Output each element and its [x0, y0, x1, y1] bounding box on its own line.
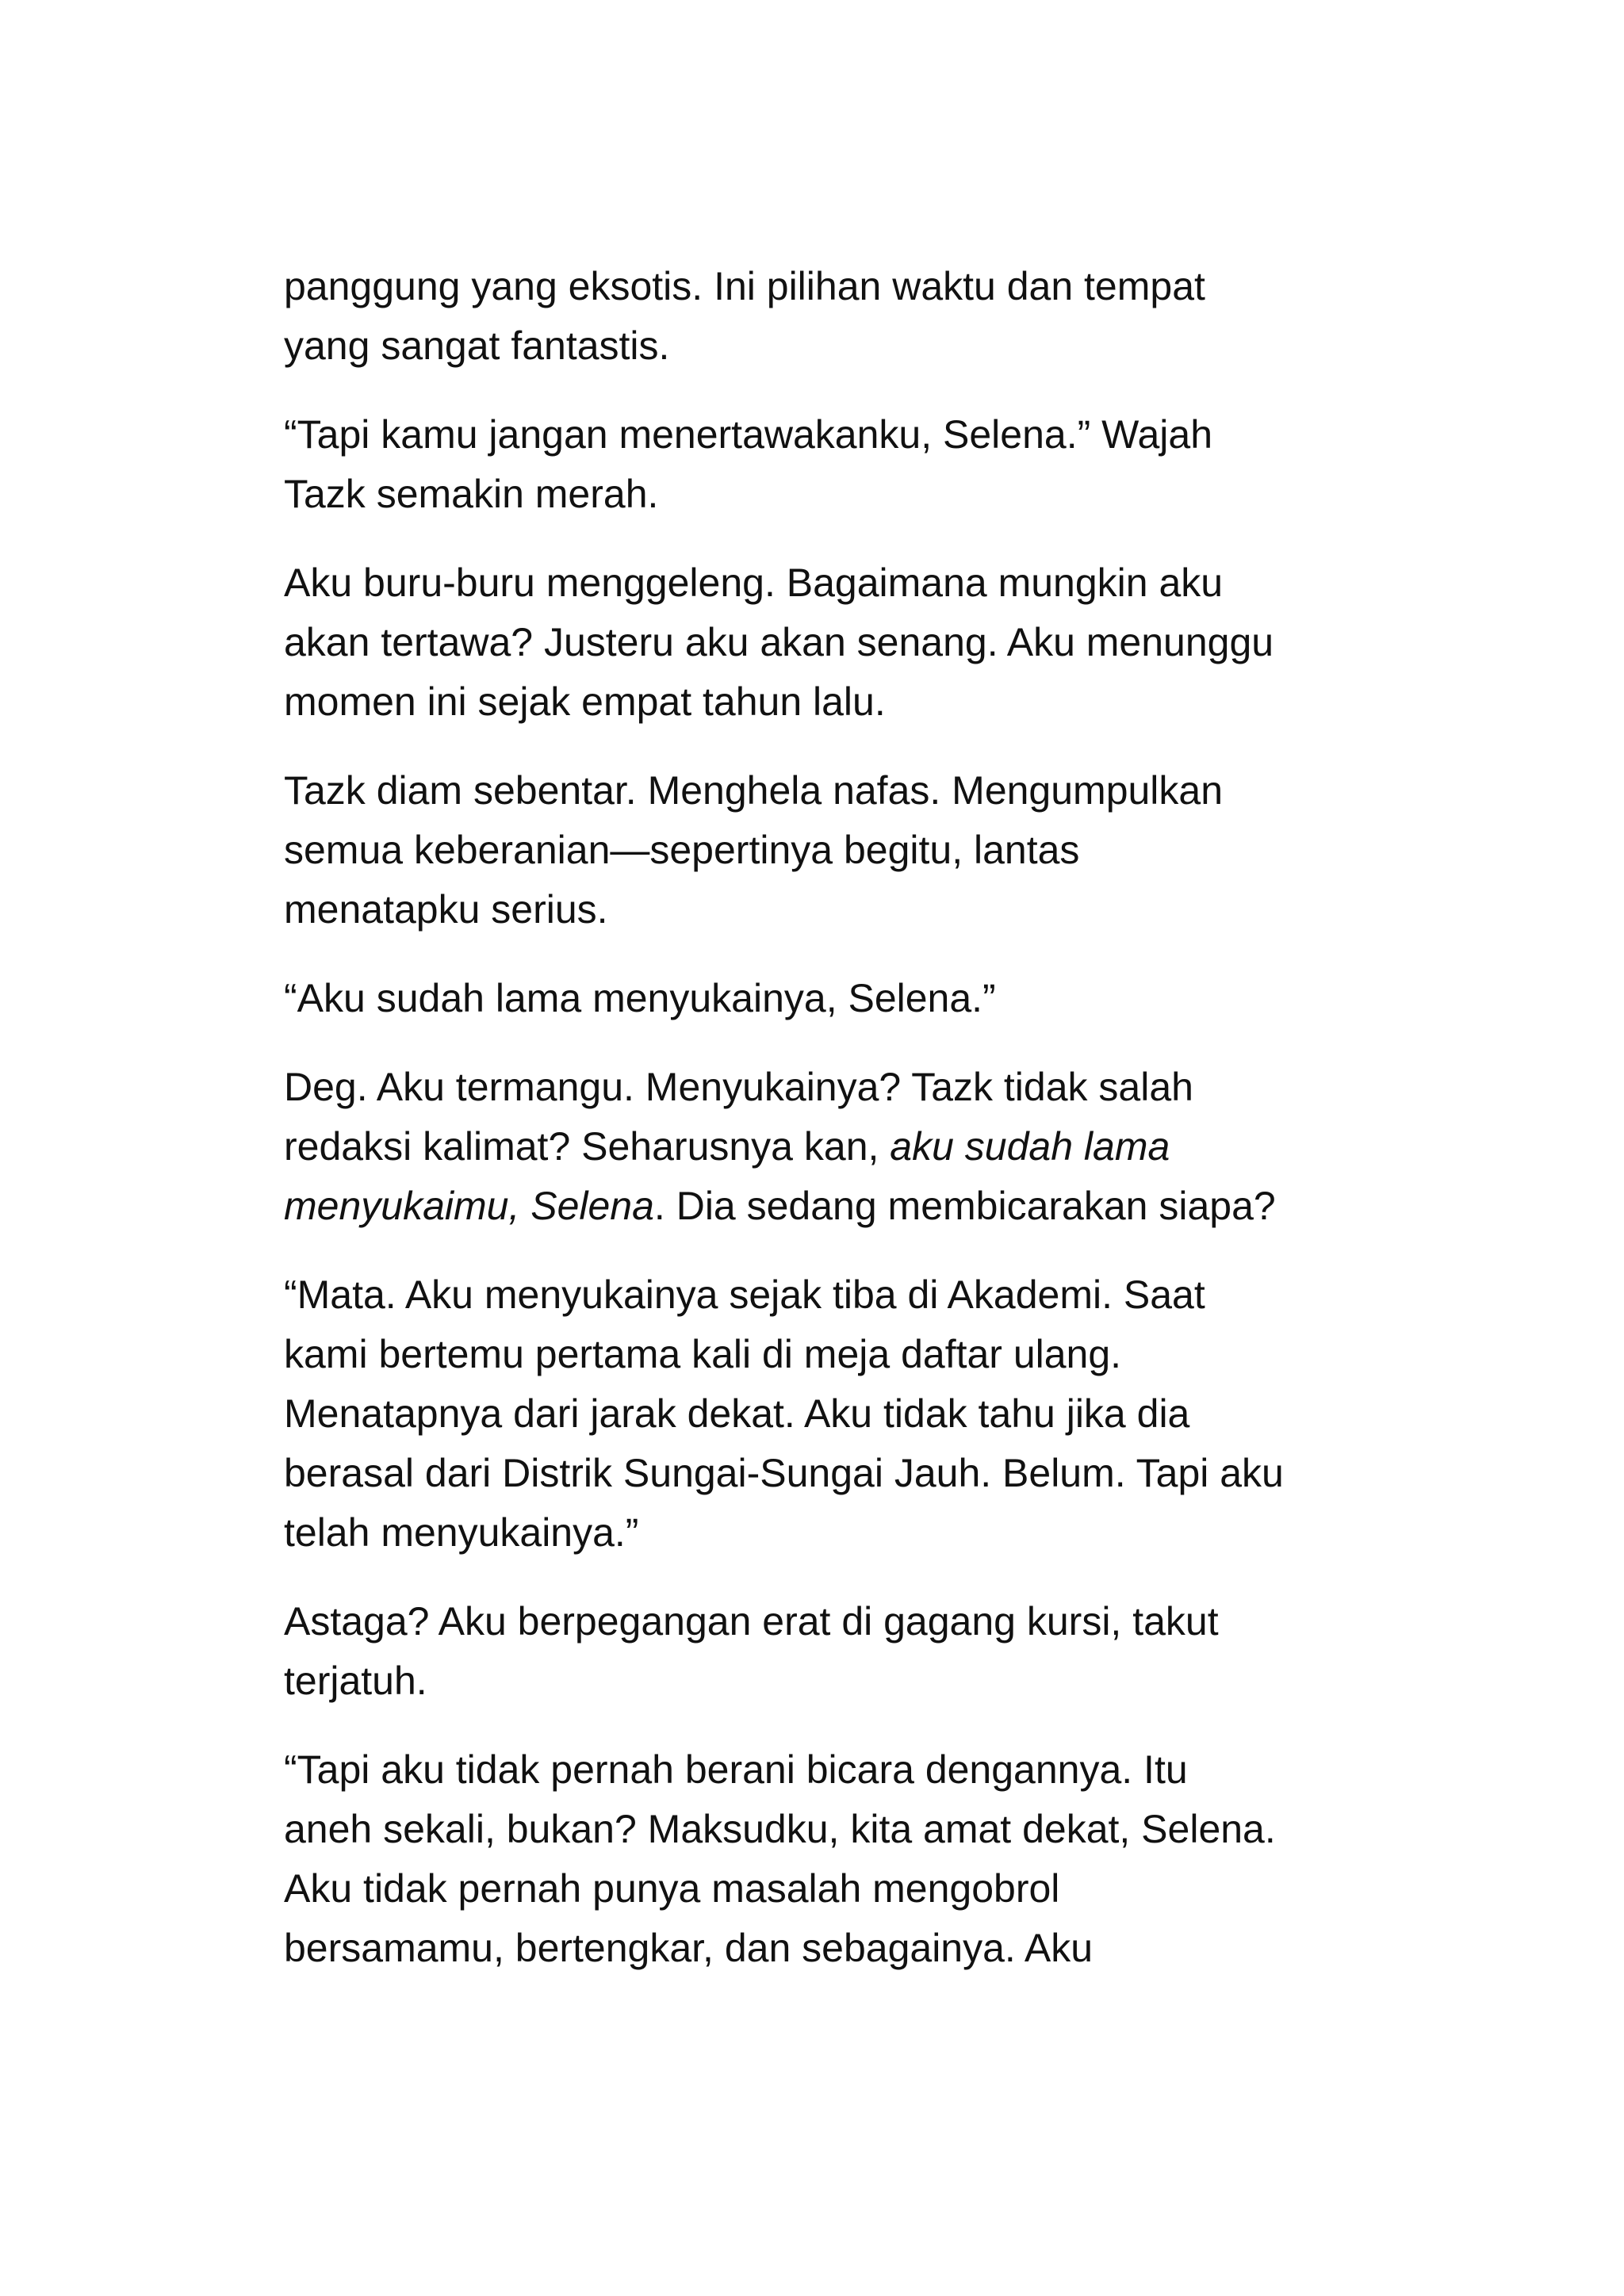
paragraph [284, 553, 1346, 732]
text-segment: Aku tidak pernah punya masalah mengobrol [284, 1866, 1060, 1911]
paragraph [284, 1265, 1346, 1563]
text-segment: telah menyukainya.” [284, 1510, 639, 1555]
text-segment: momen ini sejak empat tahun lalu. [284, 679, 886, 724]
text-line [284, 672, 1346, 732]
text-line [284, 1503, 1346, 1563]
text-segment: Tazk diam sebentar. Menghela nafas. Mengumpulkan [284, 768, 1224, 813]
paragraph [284, 761, 1346, 939]
text-segment: aneh sekali, bukan? Maksudku, kita amat dekat, Selena. [284, 1807, 1276, 1851]
text-line [284, 1444, 1346, 1503]
text-line [284, 1800, 1346, 1859]
paragraph [284, 257, 1346, 376]
text-segment: semua keberanian—sepertinya begitu, lantas [284, 828, 1080, 872]
paragraph [284, 969, 1346, 1028]
text-line [284, 1177, 1346, 1236]
text-line [284, 1651, 1346, 1711]
text-line [284, 1592, 1346, 1651]
text-segment: Menatapnya dari jarak dekat. Aku tidak tahu jika dia [284, 1391, 1190, 1436]
text-segment: Aku buru-buru menggeleng. Bagaimana mungkin aku [284, 561, 1224, 605]
text-line [284, 1859, 1346, 1919]
italic-text-segment: menyukaimu, Selena [284, 1184, 654, 1228]
text-line [284, 613, 1346, 672]
text-line [284, 1740, 1346, 1800]
text-line [284, 1117, 1346, 1177]
text-line [284, 553, 1346, 613]
text-segment: “Aku sudah lama menyukainya, Selena.” [284, 976, 996, 1020]
text-segment: Astaga? Aku berpegangan erat di gagang kursi, takut [284, 1599, 1219, 1644]
text-segment: akan tertawa? Justeru aku akan senang. Aku menunggu [284, 620, 1274, 664]
document-body [284, 257, 1346, 2007]
paragraph [284, 1740, 1346, 1978]
text-segment: redaksi kalimat? Seharusnya kan, [284, 1124, 891, 1169]
text-segment: “Tapi aku tidak pernah berani bicara dengannya. Itu [284, 1747, 1188, 1792]
text-line [284, 1384, 1346, 1444]
text-line [284, 1325, 1346, 1384]
text-segment: Tazk semakin merah. [284, 472, 659, 516]
text-segment: berasal dari Distrik Sungai-Sungai Jauh. Belum. Tapi aku [284, 1451, 1284, 1495]
text-segment: yang sangat fantastis. [284, 323, 670, 368]
text-segment: “Mata. Aku menyukainya sejak tiba di Akademi. Saat [284, 1272, 1205, 1317]
text-line [284, 880, 1346, 939]
text-line [284, 316, 1346, 376]
text-segment: bersamamu, bertengkar, dan sebagainya. Aku [284, 1926, 1094, 1970]
paragraph [284, 1058, 1346, 1236]
text-line [284, 821, 1346, 880]
paragraph [284, 1592, 1346, 1711]
paragraph [284, 405, 1346, 524]
italic-text-segment: aku sudah lama [890, 1124, 1170, 1169]
text-segment: . Dia sedang membicarakan siapa? [653, 1184, 1276, 1228]
text-line [284, 465, 1346, 524]
text-line [284, 257, 1346, 316]
text-segment: menatapku serius. [284, 887, 608, 932]
text-segment: “Tapi kamu jangan menertawakanku, Selena.” Wajah [284, 412, 1212, 457]
text-segment: kami bertemu pertama kali di meja daftar ulang. [284, 1332, 1122, 1376]
text-line [284, 761, 1346, 821]
text-segment: terjatuh. [284, 1659, 427, 1703]
text-segment: Deg. Aku termangu. Menyukainya? Tazk tidak salah [284, 1065, 1193, 1109]
text-line [284, 1058, 1346, 1117]
text-segment: panggung yang eksotis. Ini pilihan waktu dan tempat [284, 264, 1205, 308]
text-line [284, 1265, 1346, 1325]
text-line [284, 405, 1346, 465]
text-line [284, 969, 1346, 1028]
text-line [284, 1919, 1346, 1978]
